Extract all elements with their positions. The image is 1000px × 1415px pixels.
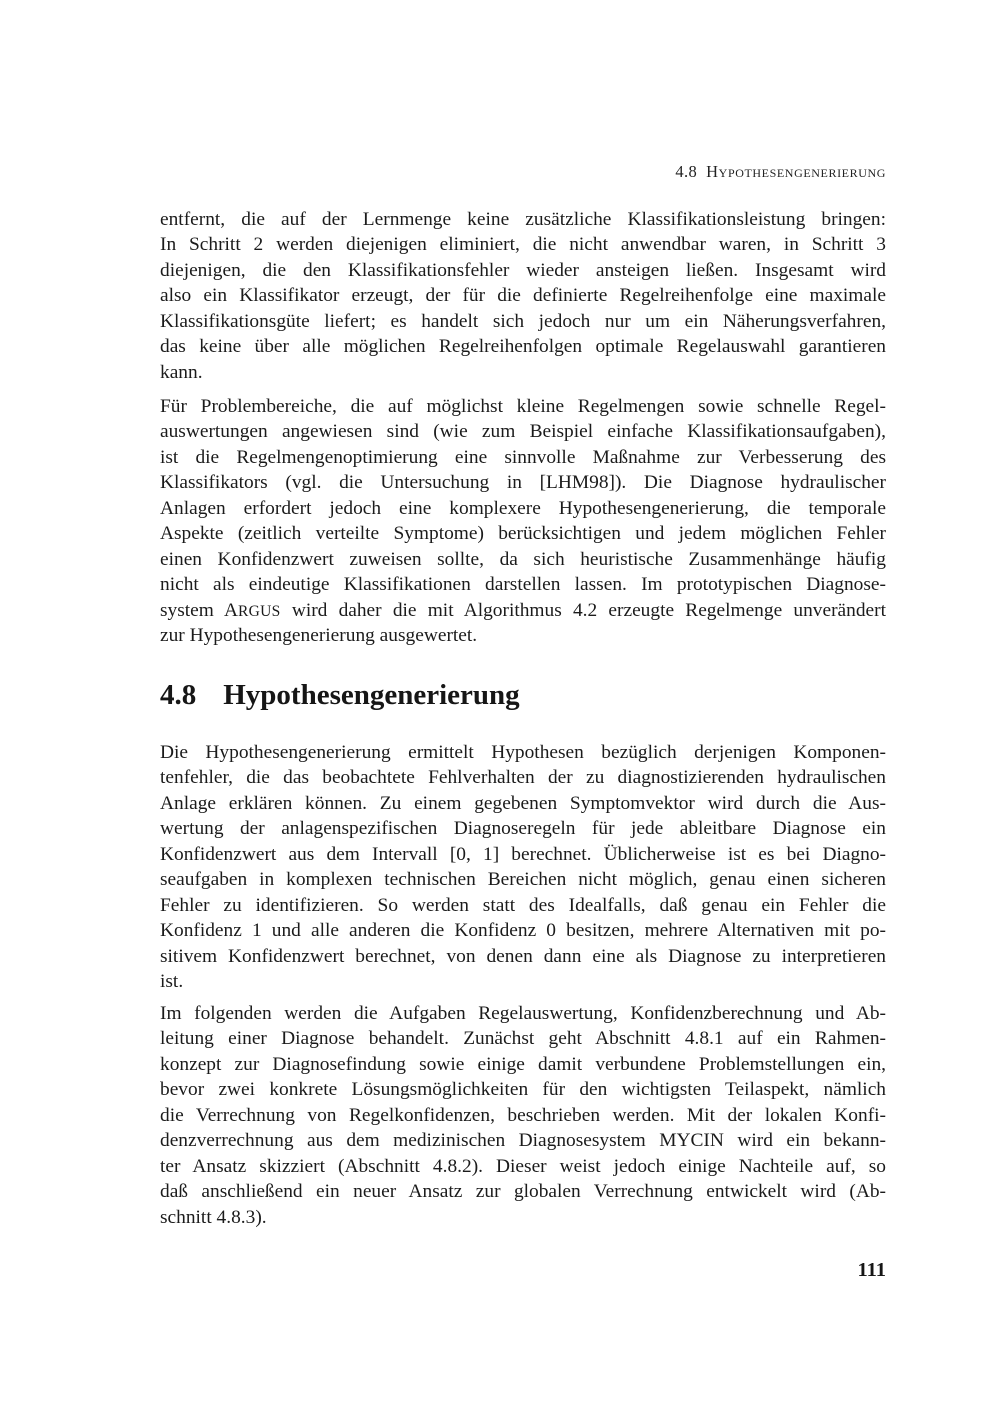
text-line: Anlage erklären können. Zu einem gegebenen Symptomvektor wird durch die Aus-	[160, 792, 886, 814]
text-line: Konfidenzwert aus dem Intervall [0, 1] berechnet. Üblicherweise ist es bei Diagno-	[160, 843, 886, 865]
running-header-section-title: Hypothesengenerierung	[706, 162, 886, 181]
text-line: bevor zwei konkrete Lösungsmöglichkeiten für den wichtigsten Teilaspekt, nämlich	[160, 1079, 886, 1101]
text-line: auswertungen angewiesen sind (wie zum Beispiel einfache Klassifikationsaufgaben),	[160, 421, 886, 443]
text-line: nicht als eindeutige Klassifikationen darstellen lassen. Im prototypischen Diagnose-	[160, 574, 886, 596]
page-number: 111	[857, 1259, 886, 1281]
text-line: ist.	[160, 970, 184, 992]
text-line: die Verrechnung von Regelkonfidenzen, beschrieben werden. Mit der lokalen Konfi-	[160, 1104, 886, 1126]
text-line: kann.	[160, 361, 203, 383]
text-line: wertung der anlagenspezifischen Diagnoseregeln für jede ableitbare Diagnose ein	[160, 818, 886, 840]
text-line: Anlagen erfordert jedoch eine komplexere Hypothesengenerierung, die temporale	[160, 497, 886, 519]
text-line: einen Konfidenzwert zuweisen sollte, da sich heuristische Zusammenhänge häufig	[160, 548, 886, 570]
text-line: tenfehler, die das beobachtete Fehlverhalten der zu diagnostizierenden hydraulischen	[160, 767, 886, 789]
text-line: Fehler zu identifizieren. So werden statt des Idealfalls, daß genau ein Fehler die	[160, 894, 886, 916]
paragraph	[160, 207, 886, 385]
text-line: also ein Klassifikator erzeugt, der für die definierte Regelreihenfolge eine maximale	[160, 285, 886, 307]
text-line: ter Ansatz skizziert (Abschnitt 4.8.2). Dieser weist jedoch einige Nachteile auf, so	[160, 1155, 886, 1177]
text-line: Konfidenz 1 und alle anderen die Konfidenz 0 besitzen, mehrere Alternativen mit po-	[160, 920, 886, 942]
text-line: konzept zur Diagnosefindung sowie einige damit verbundene Problemstellungen ein,	[160, 1053, 886, 1075]
text-line: schnitt 4.8.3).	[160, 1206, 267, 1228]
text-line: entfernt, die auf der Lernmenge keine zusätzliche Klassifikationsleistung bringen:	[160, 209, 886, 230]
text-line: diejenigen, die den Klassifikationsfehler wieder ansteigen ließen. Insgesamt wird	[160, 259, 886, 281]
text-line: In Schritt 2 werden diejenigen eliminiert, die nicht anwendbar waren, in Schritt 3	[160, 234, 886, 256]
text-line: system ARGUS wird daher die mit Algorithmus 4.2 erzeugte Regelmenge unverändert	[160, 599, 886, 621]
text-line: Klassifikators (vgl. die Untersuchung in [LHM98]). Die Diagnose hydraulischer	[160, 472, 886, 494]
text-line: ist die Regelmengenoptimierung eine sinnvolle Maßnahme zur Verbesserung des	[160, 446, 886, 468]
paragraph	[160, 740, 886, 994]
text-line: leitung einer Diagnose behandelt. Zunächst geht Abschnitt 4.8.1 auf ein Rahmen-	[160, 1028, 886, 1050]
section-heading-title: Hypothesengenerierung	[223, 679, 520, 711]
paragraph	[160, 394, 886, 648]
text-line: denzverrechnung aus dem medizinischen Diagnosesystem MYCIN wird ein bekann-	[160, 1130, 886, 1152]
text-line: Klassifikationsgüte liefert; es handelt sich jedoch nur um ein Näherungsverfahren,	[160, 310, 886, 332]
text-line: das keine über alle möglichen Regelreihenfolgen optimale Regelauswahl garantieren	[160, 336, 886, 358]
text-line: daß anschließend ein neuer Ansatz zur globalen Verrechnung entwickelt wird (Ab-	[160, 1181, 886, 1203]
text-line: Im folgenden werden die Aufgaben Regelauswertung, Konfidenzberechnung und Ab-	[160, 1003, 886, 1024]
text-line: Aspekte (zeitlich verteilte Symptome) berücksichtigen und jedem möglichen Fehler	[160, 523, 886, 545]
text-line: zur Hypothesengenerierung ausgewertet.	[160, 624, 478, 646]
text-line: sitivem Konfidenzwert berechnet, von denen dann eine als Diagnose zu interpretieren	[160, 945, 886, 967]
paragraph	[160, 1001, 886, 1230]
section-heading	[160, 675, 886, 715]
running-header-section-number: 4.8	[675, 162, 698, 181]
running-header	[160, 162, 886, 182]
text-line: Für Problembereiche, die auf möglichst kleine Regelmengen sowie schnelle Regel-	[160, 396, 886, 417]
section-heading-number: 4.8	[160, 679, 197, 711]
text-line: seaufgaben in komplexen technischen Bereichen nicht möglich, genau einen sicheren	[160, 869, 886, 891]
text-line: Die Hypothesengenerierung ermittelt Hypothesen bezüglich derjenigen Komponen-	[160, 742, 886, 763]
